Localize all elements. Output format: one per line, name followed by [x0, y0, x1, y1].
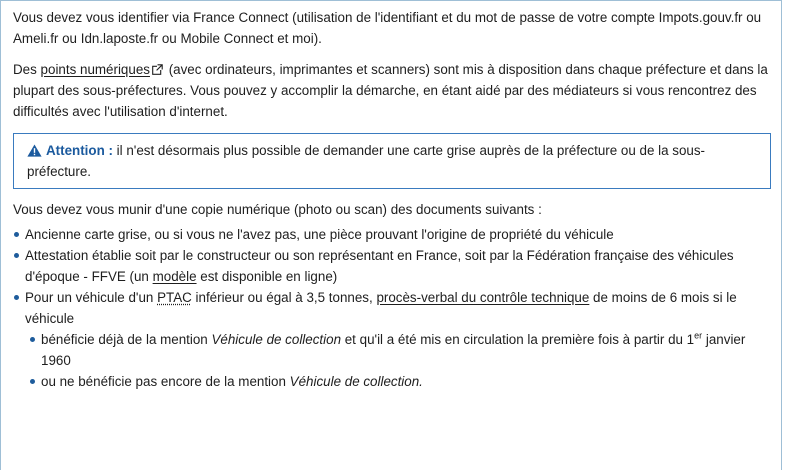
- alert-title: Attention :: [46, 143, 113, 158]
- documents-list: [13, 224, 771, 392]
- paragraph-text: Des: [13, 62, 41, 77]
- list-item: [13, 245, 771, 287]
- emphasis-text: Véhicule de collection: [211, 332, 342, 347]
- attention-alert: [13, 133, 771, 189]
- list-item-text: bénéficie déjà de la mention: [41, 332, 212, 347]
- list-item-text: ou ne bénéficie pas encore de la mention: [41, 374, 290, 389]
- sub-list-item: [29, 371, 771, 392]
- documents-intro: Vous devez vous munir d'une copie numérique (photo ou scan) des documents suivants :: [13, 202, 542, 217]
- list-item: [13, 224, 771, 245]
- digital-points-paragraph: [13, 59, 771, 122]
- list-item-text: est disponible en ligne): [196, 269, 338, 284]
- list-item-text: de moins de 6 mois si le véhicule: [25, 290, 737, 326]
- ptac-abbreviation[interactable]: PTAC: [157, 290, 192, 305]
- list-item-text: Attestation établie soit par le constructeur ou son représentant en France, soit par la Fédération française des véhicules d'époque - FFVE (un: [25, 248, 734, 284]
- modele-link[interactable]: modèle: [152, 269, 197, 284]
- points-numeriques-link[interactable]: points numériques: [40, 62, 150, 77]
- list-item-text: Ancienne carte grise, ou si vous ne l'avez pas, une pièce prouvant l'origine de propriété du véhicule: [25, 227, 614, 242]
- sub-list: [29, 329, 771, 392]
- emphasis-text: Véhicule de collection.: [289, 374, 423, 389]
- bullet-icon: [14, 253, 19, 258]
- list-item-text: Pour un véhicule d'un: [25, 290, 158, 305]
- sub-list-item: [29, 329, 771, 371]
- list-item-text: et qu'il a été mis en circulation la première fois à partir du 1: [341, 332, 695, 347]
- controle-technique-link[interactable]: procès-verbal du contrôle technique: [376, 290, 590, 305]
- france-connect-paragraph: Vous devez vous identifier via France Connect (utilisation de l'identifiant et du mot de passe de votre compte Impots.gouv.fr ou Ameli.fr ou Idn.laposte.fr ou Mobile Connect et moi).: [13, 10, 762, 46]
- bullet-icon: [14, 232, 19, 237]
- alert-text: il n'est désormais plus possible de demander une carte grise auprès de la préfecture ou de la sous-préfecture.: [27, 143, 706, 179]
- external-link-icon: [152, 64, 163, 75]
- bullet-icon: [30, 337, 35, 342]
- list-item-text: janvier 1960: [41, 332, 746, 368]
- superscript: er: [694, 330, 703, 341]
- list-item: [13, 287, 771, 392]
- bullet-icon: [14, 295, 19, 300]
- paragraph-text: (avec ordinateurs, imprimantes et scanners) sont mis à disposition dans chaque préfecture et dans la plupart des sous-préfectures. Vous pouvez y accomplir la démarche, en étant aidé par des médiateurs si vous rencontrez des difficultés avec l'utilisation d'internet.: [13, 62, 768, 119]
- list-item-text: inférieur ou égal à 3,5 tonnes,: [191, 290, 377, 305]
- warning-icon: [27, 144, 42, 157]
- bullet-icon: [30, 379, 35, 384]
